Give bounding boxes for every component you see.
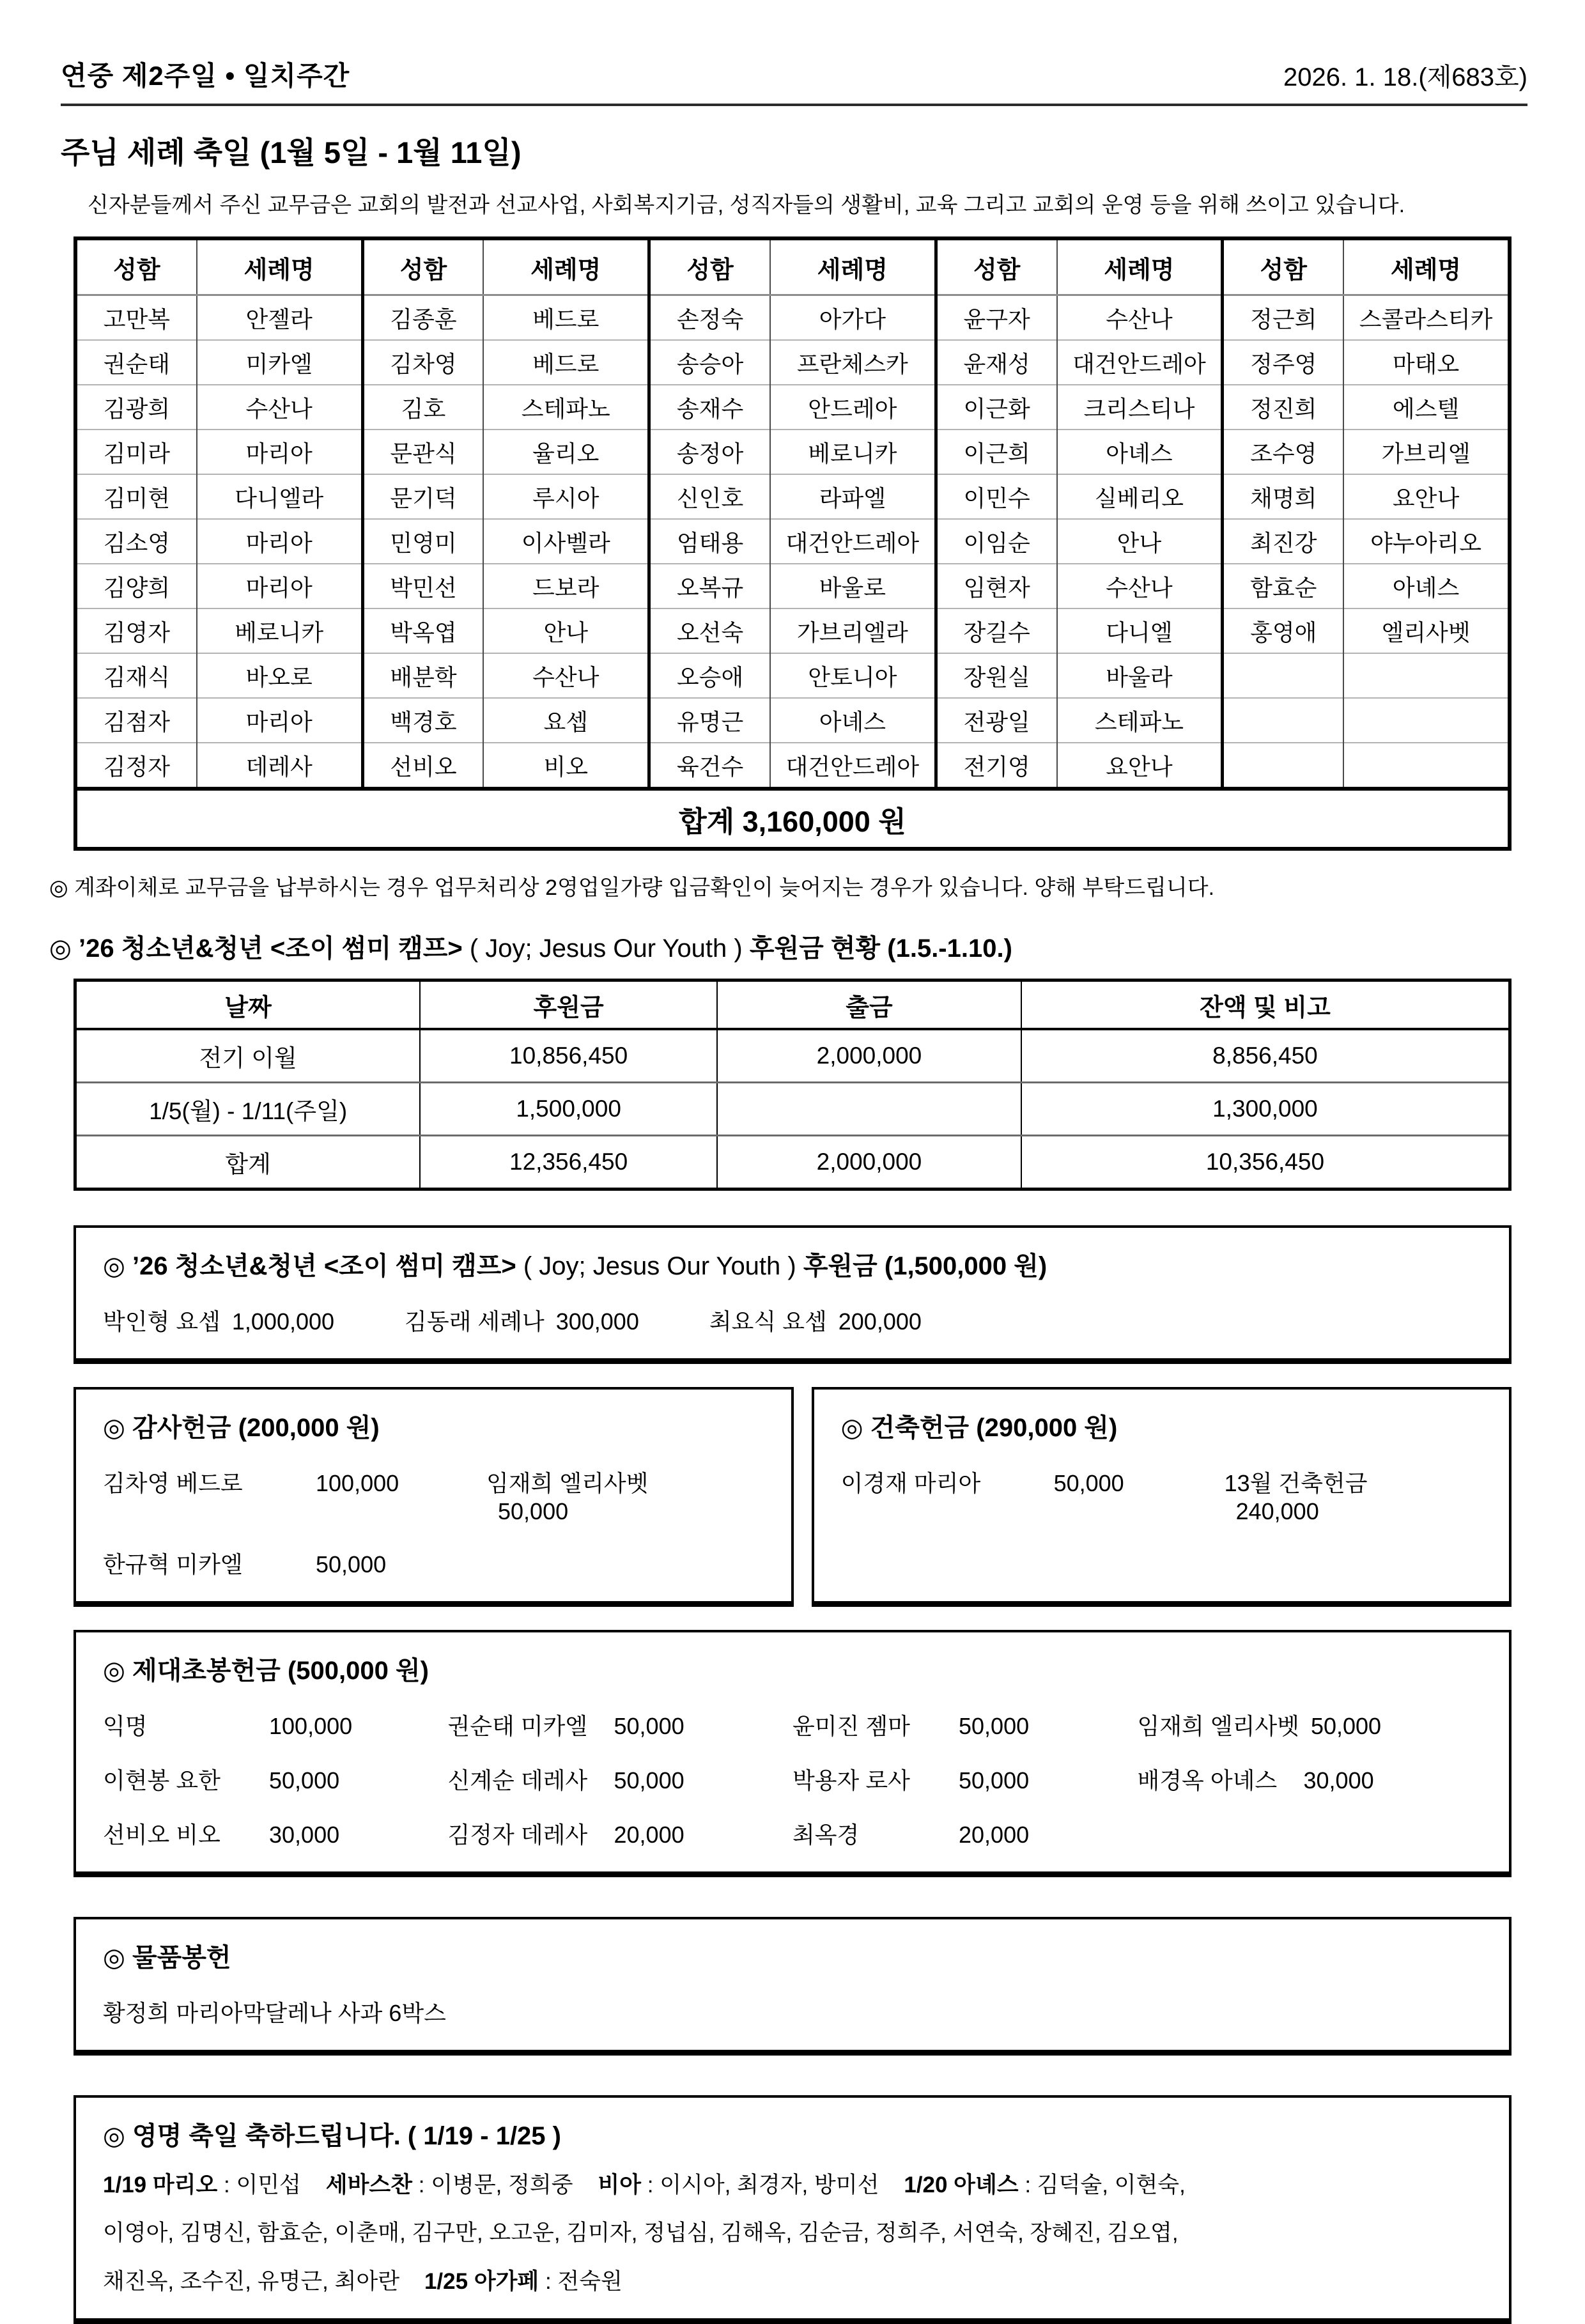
donor-name-cell xyxy=(1223,698,1343,743)
donor-name-cell: 김호 xyxy=(362,385,483,430)
donation-amount: 50,000 xyxy=(614,1713,684,1739)
baptismal-name-cell: 베로니카 xyxy=(770,430,936,474)
donor-name-cell: 이근화 xyxy=(936,385,1056,430)
donor-total-cell: 합계 3,160,000 원 xyxy=(75,789,1510,849)
donation-entry xyxy=(792,1708,1138,1741)
baptismal-name-cell: 안나 xyxy=(1057,519,1223,564)
fund-cell xyxy=(717,1083,1021,1136)
donation-amount: 200,000 xyxy=(838,1308,922,1335)
altar-box-title: ◎ 제대초봉헌금 (500,000 원) xyxy=(103,1657,429,1685)
donor-name-cell: 정근희 xyxy=(1223,295,1343,341)
donor-name-cell: 문관식 xyxy=(362,430,483,474)
baptismal-name-cell: 베로니카 xyxy=(197,608,362,653)
donation-amount: 50,000 xyxy=(498,1498,569,1524)
donor-name-cell: 박민선 xyxy=(362,564,483,608)
fund-status-heading xyxy=(49,928,1527,964)
donor-row xyxy=(75,340,1510,385)
donor-name-cell: 김차영 xyxy=(362,340,483,385)
donor-name: 익명 xyxy=(103,1713,148,1739)
donation-entry xyxy=(792,1763,1138,1795)
strong-label: 후원금 (1,500,000 원) xyxy=(803,1252,1048,1280)
donor-name-cell: 권순태 xyxy=(75,340,197,385)
entry-row xyxy=(103,1304,1482,1336)
donor-name-cell: 김종훈 xyxy=(362,295,483,341)
fund-cell: 1/5(월) - 1/11(주일) xyxy=(75,1083,421,1136)
baptismal-name-cell: 에스텔 xyxy=(1343,385,1510,430)
sponsor-box-title xyxy=(103,1246,1482,1282)
donation-entry xyxy=(448,1708,793,1741)
baptismal-name-cell: 크리스티나 xyxy=(1057,385,1223,430)
building-offering-box xyxy=(812,1387,1512,1607)
baptismal-name-cell: 다니엘 xyxy=(1057,608,1223,653)
fund-cell: 12,356,450 xyxy=(420,1136,717,1189)
text-run: : 이민섭 xyxy=(217,2173,326,2197)
donor-name: 이경재 마리아 xyxy=(840,1470,981,1496)
donor-name-cell: 문기덕 xyxy=(362,474,483,519)
goods-offering-box xyxy=(73,1917,1512,2056)
page-header xyxy=(61,55,1527,93)
baptismal-name-cell: 가브리엘라 xyxy=(770,608,936,653)
baptismal-name-cell: 안토니아 xyxy=(770,653,936,698)
donor-row xyxy=(75,564,1510,608)
baptismal-name-cell: 엘리사벳 xyxy=(1343,608,1510,653)
feast-text-line xyxy=(103,2170,1482,2200)
donor-col-name-header: 성함 xyxy=(1223,238,1343,295)
donor-name-cell: 배분학 xyxy=(362,653,483,698)
goods-box-title: ◎ 물품봉헌 xyxy=(103,1944,231,1972)
thanks-offering-box xyxy=(73,1387,794,1607)
altar-entries xyxy=(103,1708,1482,1850)
baptismal-name-cell: 바울로 xyxy=(770,564,936,608)
baptismal-name-cell: 대건안드레아 xyxy=(770,743,936,789)
baptismal-name-cell: 바오로 xyxy=(197,653,362,698)
entry-row xyxy=(103,1763,1482,1795)
donor-name: 선비오 비오 xyxy=(103,1822,220,1848)
donation-amount: 50,000 xyxy=(1310,1713,1382,1739)
donor-col-baptismal-header: 세례명 xyxy=(1343,238,1510,295)
donor-name-cell: 김정자 xyxy=(75,743,197,789)
donation-entry xyxy=(103,1547,486,1579)
donor-total-row xyxy=(75,789,1510,849)
donor-name-cell: 전기영 xyxy=(936,743,1056,789)
baptismal-name-cell: 미카엘 xyxy=(197,340,362,385)
baptismal-name-cell xyxy=(1343,698,1510,743)
donor-name-cell: 임현자 xyxy=(936,564,1056,608)
donation-amount: 30,000 xyxy=(1303,1767,1374,1793)
donor-name-cell: 오승애 xyxy=(649,653,770,698)
donor-name-cell: 윤구자 xyxy=(936,295,1056,341)
donor-name-cell: 백경호 xyxy=(362,698,483,743)
donor-name-cell: 신인호 xyxy=(649,474,770,519)
strong-label: 세바스찬 xyxy=(325,2173,413,2197)
donation-amount: 50,000 xyxy=(316,1551,387,1577)
donation-entry xyxy=(103,1817,448,1850)
donor-name-cell: 윤재성 xyxy=(936,340,1056,385)
donation-amount: 300,000 xyxy=(555,1308,639,1335)
baptismal-name-cell: 마리아 xyxy=(197,698,362,743)
baptismal-name-cell: 루시아 xyxy=(483,474,649,519)
fund-header-row xyxy=(75,980,1510,1030)
strong-label: ◎ ’26 청소년&청년 <조이 썸미 캠프> xyxy=(49,934,463,963)
baptismal-name-cell: 드보라 xyxy=(483,564,649,608)
strong-label: 후원금 현황 (1.5.-1.10.) xyxy=(749,934,1012,963)
fund-cell: 10,856,450 xyxy=(420,1029,717,1083)
donor-name: 이현봉 요한 xyxy=(103,1767,220,1793)
entry-row xyxy=(103,1817,1482,1850)
text-run: ( Joy; Jesus Our Youth ) xyxy=(462,934,750,963)
baptismal-name-cell: 아가다 xyxy=(770,295,936,341)
baptismal-name-cell: 마리아 xyxy=(197,564,362,608)
donation-entry xyxy=(448,1817,793,1850)
donation-entry xyxy=(448,1763,793,1795)
thanks-entries xyxy=(103,1466,764,1579)
transfer-notice: ◎ 계좌이체로 교무금을 납부하시는 경우 업무처리상 2영업일가량 입금확인이 늦어지는 경우가 있습니다. 양해 부탁드립니다. xyxy=(49,876,1215,900)
donation-amount: 20,000 xyxy=(959,1822,1030,1848)
feast-lines xyxy=(103,2170,1482,2297)
donation-entry xyxy=(405,1304,639,1336)
donation-entry xyxy=(103,1466,486,1525)
baptismal-name-cell: 스테파노 xyxy=(483,385,649,430)
baptismal-name-cell: 수산나 xyxy=(483,653,649,698)
baptismal-name-cell: 수산나 xyxy=(1057,564,1223,608)
fund-cell: 1,300,000 xyxy=(1021,1083,1510,1136)
donor-name-cell: 이임순 xyxy=(936,519,1056,564)
donor-name-cell: 송정아 xyxy=(649,430,770,474)
donor-row xyxy=(75,295,1510,341)
donor-row xyxy=(75,430,1510,474)
baptismal-name-cell: 아녜스 xyxy=(1057,430,1223,474)
donor-name-cell: 육건수 xyxy=(649,743,770,789)
donation-entry xyxy=(792,1817,1138,1850)
donor-name: 신계순 데레사 xyxy=(447,1767,588,1793)
donation-entry xyxy=(486,1466,764,1525)
baptismal-name-cell: 아녜스 xyxy=(770,698,936,743)
donation-entry xyxy=(1138,1708,1483,1741)
feast-day-box xyxy=(73,2095,1512,2324)
baptismal-name-cell: 비오 xyxy=(483,743,649,789)
donor-name: 최요식 요셉 xyxy=(709,1308,827,1335)
fund-row xyxy=(75,1136,1510,1189)
fund-cell: 2,000,000 xyxy=(717,1136,1021,1189)
fund-cell: 10,356,450 xyxy=(1021,1136,1510,1189)
donor-row xyxy=(75,608,1510,653)
fund-status-table xyxy=(73,979,1512,1191)
donation-amount: 50,000 xyxy=(1053,1470,1124,1496)
entry-row xyxy=(103,1708,1482,1741)
donation-amount: 50,000 xyxy=(959,1767,1030,1793)
baptismal-name-cell: 데레사 xyxy=(197,743,362,789)
donor-name-cell: 채명희 xyxy=(1223,474,1343,519)
donor-name-cell: 손정숙 xyxy=(649,295,770,341)
baptismal-name-cell: 마리아 xyxy=(197,430,362,474)
donation-amount: 50,000 xyxy=(269,1767,340,1793)
text-run: ( Joy; Jesus Our Youth ) xyxy=(516,1252,803,1280)
donation-entry xyxy=(709,1304,922,1336)
baptismal-name-cell: 안젤라 xyxy=(197,295,362,341)
donor-name: 박용자 로사 xyxy=(792,1767,910,1793)
donor-row xyxy=(75,385,1510,430)
donor-col-name-header: 성함 xyxy=(936,238,1056,295)
baptismal-name-cell xyxy=(1343,653,1510,698)
fund-col-header: 후원금 xyxy=(420,980,717,1030)
donor-name-cell xyxy=(1223,743,1343,789)
goods-entry-line: 황정희 마리아막달레나 사과 6박스 xyxy=(103,2000,446,2026)
donor-name-cell: 선비오 xyxy=(362,743,483,789)
baptismal-name-cell: 율리오 xyxy=(483,430,649,474)
offering-boxes-row xyxy=(73,1387,1512,1607)
issue-theme: 연중 제2주일 • 일치주간 xyxy=(61,61,350,91)
donor-name-cell: 유명근 xyxy=(649,698,770,743)
donation-entry xyxy=(103,1763,448,1795)
fund-cell: 1,500,000 xyxy=(420,1083,717,1136)
sponsor-box xyxy=(73,1225,1512,1364)
entry-row xyxy=(103,1547,764,1579)
baptismal-name-cell: 대건안드레아 xyxy=(770,519,936,564)
feast-box-title: ◎ 영명 축일 축하드립니다. ( 1/19 - 1/25 ) xyxy=(103,2122,561,2150)
donor-name-cell: 정진희 xyxy=(1223,385,1343,430)
fund-cell: 합계 xyxy=(75,1136,421,1189)
baptismal-name-cell xyxy=(1343,743,1510,789)
donor-col-baptismal-header: 세례명 xyxy=(1057,238,1223,295)
donor-name: 김동래 세례나 xyxy=(405,1308,545,1335)
text-run: 채진옥, 조수진, 유명근, 최아란 xyxy=(103,2268,424,2294)
donor-name: 임재희 엘리사벳 xyxy=(486,1470,649,1496)
baptismal-name-cell: 가브리엘 xyxy=(1343,430,1510,474)
donor-name-cell: 김소영 xyxy=(75,519,197,564)
entry-row xyxy=(841,1466,1482,1525)
donation-amount: 20,000 xyxy=(614,1822,684,1848)
fund-col-header: 잔액 및 비고 xyxy=(1021,980,1510,1030)
donor-name-cell: 김점자 xyxy=(75,698,197,743)
donor-row xyxy=(75,653,1510,698)
donor-header-row xyxy=(75,238,1510,295)
donation-entry xyxy=(1225,1466,1482,1525)
donor-name: 박인형 요셉 xyxy=(103,1308,220,1335)
strong-label: 비아 xyxy=(598,2173,642,2197)
text-run: : 이병문, 정희중 xyxy=(412,2173,598,2197)
intro-description: 신자분들께서 주신 교무금은 교회의 발전과 선교사업, 사회복지기금, 성직자들의 생활비, 교육 그리고 교회의 운영 등을 위해 쓰이고 있습니다. xyxy=(88,193,1405,217)
donor-name-cell: 오선숙 xyxy=(649,608,770,653)
donor-name: 배경옥 아녜스 xyxy=(1137,1767,1278,1793)
baptismal-name-cell: 대건안드레아 xyxy=(1057,340,1223,385)
baptismal-name-cell: 프란체스카 xyxy=(770,340,936,385)
donor-name-cell: 고만복 xyxy=(103,306,171,332)
baptismal-name-cell: 아녜스 xyxy=(1343,564,1510,608)
baptismal-name-cell: 베드로 xyxy=(483,295,649,341)
donor-name-cell: 홍영애 xyxy=(1223,608,1343,653)
donation-entry xyxy=(103,1708,448,1741)
baptismal-name-cell: 수산나 xyxy=(197,385,362,430)
donor-name-cell: 오복규 xyxy=(649,564,770,608)
donor-name-cell: 정주영 xyxy=(1223,340,1343,385)
donation-amount: 100,000 xyxy=(316,1470,399,1496)
fund-col-header: 출금 xyxy=(717,980,1021,1030)
feast-text-line xyxy=(103,2218,1482,2248)
donor-name-cell: 장원실 xyxy=(936,653,1056,698)
donor-name-cell: 김영자 xyxy=(75,608,197,653)
donor-name: 윤미진 젬마 xyxy=(792,1713,910,1739)
text-run: : 이시아, 최경자, 방미선 xyxy=(641,2173,904,2197)
baptismal-name-cell: 요안나 xyxy=(1343,474,1510,519)
baptismal-name-cell: 안드레아 xyxy=(770,385,936,430)
donor-col-name-header: 성함 xyxy=(362,238,483,295)
donation-amount: 50,000 xyxy=(959,1713,1030,1739)
strong-label: 1/20 아녜스 xyxy=(904,2173,1019,2197)
fund-cell: 8,856,450 xyxy=(1021,1029,1510,1083)
donor-name-cell: 박옥엽 xyxy=(362,608,483,653)
altar-candle-offering-box xyxy=(73,1630,1512,1877)
donor-name-cell: 송승아 xyxy=(649,340,770,385)
donation-entry xyxy=(103,1304,334,1336)
text-run: : 김덕술, 이현숙, xyxy=(1018,2173,1186,2197)
sponsor-entries xyxy=(103,1304,1482,1336)
baptismal-name-cell: 마리아 xyxy=(197,519,362,564)
donation-entry xyxy=(841,1466,1225,1525)
donor-name-cell: 이근희 xyxy=(936,430,1056,474)
entry-row xyxy=(103,1466,764,1525)
header-rule xyxy=(61,104,1527,106)
baptismal-name-cell: 스콜라스티카 xyxy=(1343,295,1510,341)
donor-name: 최옥경 xyxy=(792,1822,860,1848)
fund-col-header: 날짜 xyxy=(75,980,421,1030)
donor-name: 권순태 미카엘 xyxy=(447,1713,588,1739)
text-run: 이영아, 김명신, 함효순, 이춘매, 김구만, 오고운, 김미자, 정넙심, 김해옥, 김순금, 정희주, 서연숙, 장혜진, 김오엽, xyxy=(103,2220,1179,2246)
donor-name-cell xyxy=(1223,653,1343,698)
baptismal-name-cell: 안나 xyxy=(483,608,649,653)
donor-row xyxy=(75,519,1510,564)
donor-col-baptismal-header: 세례명 xyxy=(770,238,936,295)
building-box-title: ◎ 건축헌금 (290,000 원) xyxy=(840,1414,1118,1442)
fund-row xyxy=(75,1029,1510,1083)
donor-name-cell: 김재식 xyxy=(75,653,197,698)
fund-cell: 2,000,000 xyxy=(717,1029,1021,1083)
donor-name: 김정자 데레사 xyxy=(447,1822,588,1848)
donor-name-cell: 전광일 xyxy=(936,698,1056,743)
donor-row xyxy=(75,743,1510,789)
baptismal-name-cell: 이사벨라 xyxy=(483,519,649,564)
donation-amount: 100,000 xyxy=(269,1713,353,1739)
baptismal-name-cell: 베드로 xyxy=(483,340,649,385)
baptismal-name-cell: 야누아리오 xyxy=(1343,519,1510,564)
strong-label: 1/19 마리오 xyxy=(103,2173,218,2197)
donor-row xyxy=(75,474,1510,519)
donor-table xyxy=(73,236,1512,851)
donation-entry xyxy=(1138,1763,1483,1795)
baptismal-name-cell: 스테파노 xyxy=(1057,698,1223,743)
donor-name: 김차영 베드로 xyxy=(103,1470,243,1496)
baptismal-name-cell: 마태오 xyxy=(1343,340,1510,385)
donor-name-cell: 김미라 xyxy=(75,430,197,474)
donor-col-name-header: 성함 xyxy=(75,238,197,295)
feast-text-line xyxy=(103,2266,1482,2297)
fund-cell: 전기 이월 xyxy=(199,1045,297,1071)
donor-name: 임재희 엘리사벳 xyxy=(1137,1713,1299,1739)
baptismal-name-cell: 실베리오 xyxy=(1057,474,1223,519)
strong-label: 1/25 아가페 xyxy=(424,2268,539,2294)
donation-amount: 240,000 xyxy=(1235,1498,1319,1524)
donation-amount: 30,000 xyxy=(269,1822,340,1848)
thanks-box-title: ◎ 감사헌금 (200,000 원) xyxy=(103,1414,380,1442)
donor-name-cell: 김양희 xyxy=(75,564,197,608)
donor-name-cell: 민영미 xyxy=(362,519,483,564)
donor-name-cell: 장길수 xyxy=(936,608,1056,653)
donor-col-baptismal-header: 세례명 xyxy=(483,238,649,295)
fund-row xyxy=(75,1083,1510,1136)
donor-col-name-header: 성함 xyxy=(649,238,770,295)
donor-name-cell: 김광희 xyxy=(75,385,197,430)
donor-name-cell: 함효순 xyxy=(1223,564,1343,608)
donor-name: 한규혁 미카엘 xyxy=(103,1551,243,1577)
baptismal-name-cell: 요셉 xyxy=(483,698,649,743)
donor-name-cell: 이민수 xyxy=(936,474,1056,519)
donor-name-cell: 엄태용 xyxy=(649,519,770,564)
donor-name: 13월 건축헌금 xyxy=(1224,1470,1368,1496)
donor-name-cell: 송재수 xyxy=(649,385,770,430)
page-title: 주님 세례 축일 (1월 5일 - 1월 11일) xyxy=(61,136,522,169)
donation-amount: 50,000 xyxy=(614,1767,684,1793)
baptismal-name-cell: 요안나 xyxy=(1057,743,1223,789)
building-entries xyxy=(841,1466,1482,1525)
baptismal-name-cell: 라파엘 xyxy=(770,474,936,519)
baptismal-name-cell: 바울라 xyxy=(1057,653,1223,698)
donor-name-cell: 김미현 xyxy=(75,474,197,519)
donor-name-cell: 최진강 xyxy=(1223,519,1343,564)
text-run: : 전숙원 xyxy=(539,2268,622,2294)
baptismal-name-cell: 다니엘라 xyxy=(197,474,362,519)
donor-col-baptismal-header: 세례명 xyxy=(197,238,362,295)
strong-label: ◎ ’26 청소년&청년 <조이 썸미 캠프> xyxy=(103,1252,516,1280)
donation-amount: 1,000,000 xyxy=(231,1308,335,1335)
baptismal-name-cell: 수산나 xyxy=(1057,295,1223,341)
donor-name-cell: 조수영 xyxy=(1223,430,1343,474)
donor-row xyxy=(75,698,1510,743)
issue-date: 2026. 1. 18.(제683호) xyxy=(1283,63,1527,91)
